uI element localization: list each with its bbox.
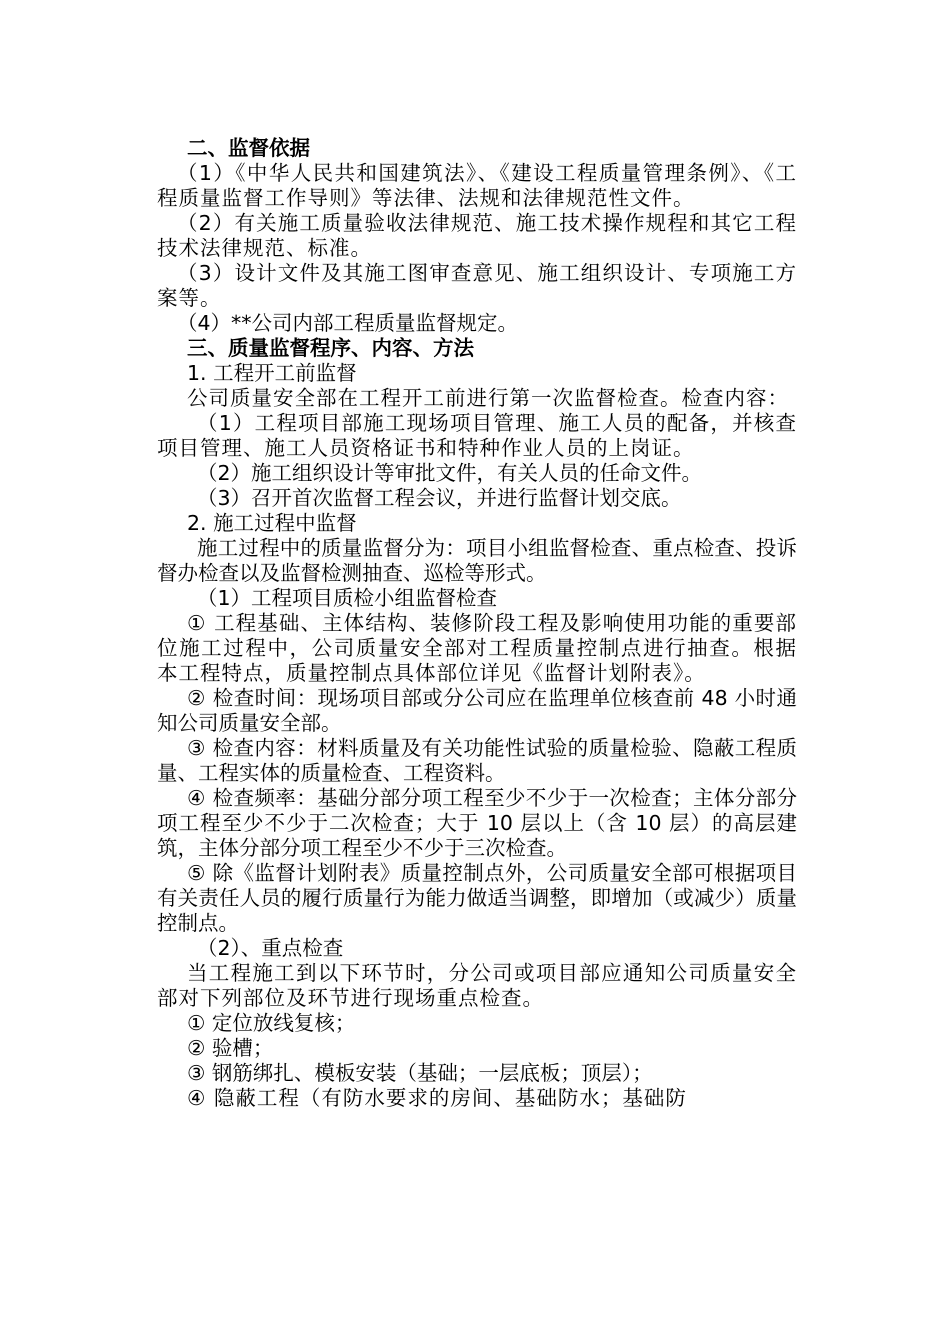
document-page: [157, 136, 797, 1111]
pre-start-item-3: （3）召开首次监督工程会议，并进行监督计划交底。: [197, 486, 682, 510]
basis-item-2: （2）有关施工质量验收法律规范、施工技术操作规程和其它工程技术法律规范、标准。: [157, 211, 797, 260]
basis-item-1: （1）《中华人民共和国建筑法》、《建设工程质量管理条例》、《工程质量监督工作导则》等法律、法规和法律规范性文件。: [157, 161, 797, 210]
basis-item-4: （4）**公司内部工程质量监督规定。: [177, 311, 519, 335]
group-check-item-4: ④ 检查频率：基础分部分项工程至少不少于一次检查；主体分部分项工程至少不少于二次检查；大于 10 层以上（含 10 层）的高层建筑，主体分部分项工程至少不少于三次检查。: [157, 786, 797, 860]
pre-start-item-2: （2）施工组织设计等审批文件，有关人员的任命文件。: [197, 461, 703, 485]
in-progress-intro: 施工过程中的质量监督分为：项目小组监督检查、重点检查、投诉督办检查以及监督检测抽查、巡检等形式。: [157, 536, 797, 585]
key-check-item-2: ② 验槽；: [187, 1036, 274, 1060]
key-check-item-4: ④ 隐蔽工程（有防水要求的房间、基础防水；基础防: [187, 1086, 687, 1110]
key-check-item-3: ③ 钢筋绑扎、模板安装（基础；一层底板；顶层）；: [187, 1061, 653, 1085]
key-check-item-1: ① 定位放线复核；: [187, 1011, 356, 1035]
group-check-item-3: ③ 检查内容：材料质量及有关功能性试验的质量检验、隐蔽工程质量、工程实体的质量检查、工程资料。: [157, 736, 797, 785]
key-check-title: （2）、重点检查: [197, 936, 344, 960]
group-check-title: （1）工程项目质检小组监督检查: [197, 586, 498, 610]
subsection-title-pre-start: 1. 工程开工前监督: [187, 361, 357, 385]
pre-start-item-1: （1）工程项目部施工现场项目管理、施工人员的配备，并核查项目管理、施工人员资格证书和特种作业人员的上岗证。: [157, 411, 797, 460]
group-check-item-2: ② 检查时间：现场项目部或分公司应在监理单位核查前 48 小时通知公司质量安全部。: [157, 686, 797, 735]
basis-item-3: （3）设计文件及其施工图审查意见、施工组织设计、专项施工方案等。: [157, 261, 797, 310]
section-heading-basis: 二、监督依据: [187, 136, 310, 160]
pre-start-intro: 公司质量安全部在工程开工前进行第一次监督检查。检查内容：: [187, 386, 789, 410]
subsection-title-in-progress: 2. 施工过程中监督: [187, 511, 357, 535]
group-check-item-1: ① 工程基础、主体结构、装修阶段工程及影响使用功能的重要部位施工过程中，公司质量安全部对工程质量控制点进行抽查。根据本工程特点，质量控制点具体部位详见《监督计划附表》。: [157, 611, 797, 685]
group-check-item-5: ⑤ 除《监督计划附表》质量控制点外，公司质量安全部可根据项目有关责任人员的履行质量行为能力做适当调整，即增加（或减少）质量控制点。: [157, 861, 797, 935]
section-heading-procedure: 三、质量监督程序、内容、方法: [187, 336, 474, 360]
key-check-intro: 当工程施工到以下环节时，分公司或项目部应通知公司质量安全部对下列部位及环节进行现场重点检查。: [157, 961, 797, 1010]
